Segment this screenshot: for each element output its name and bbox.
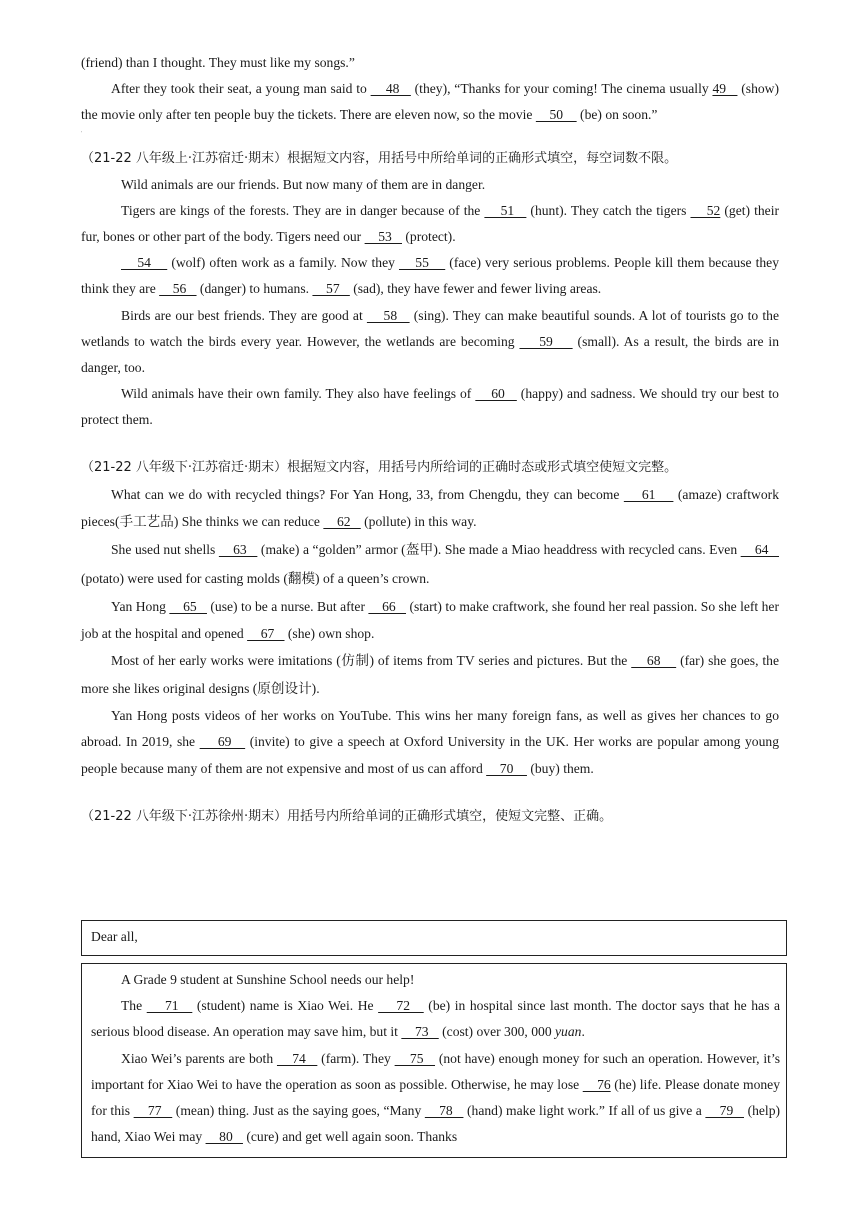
section3-header: （21-22 八年级下·江苏徐州·期末）用括号内所给单词的正确形式填空，使短文完整、正确。 [81,809,613,825]
letter-body-box [81,963,787,1158]
text: (danger) to humans. [196,281,313,297]
blank-59[interactable]: 59 [519,333,573,349]
text: Xiao Wei’s parents are both [121,1050,277,1066]
text: (make) a “golden” armor (盔甲). She made a Miao headdress with recycled cans. Even [257,541,741,557]
text: (amaze) craftwork pieces(手工艺品) She thinks we can reduce [81,486,779,529]
text: (face) very serious problems. People kill them because they think they are [81,255,779,297]
text: (protect). [402,229,456,245]
blank-54[interactable]: 54 [121,255,168,271]
section2-p5 [81,703,779,783]
blank-68[interactable]: 68 [631,652,677,668]
blank-55[interactable]: 55 [398,255,446,271]
text: (buy) them. [526,760,594,776]
text: (small). As a result, the birds are in danger, too. [81,333,779,376]
section2-header: （21-22 八年级下·江苏宿迁·期末）根据短文内容，用括号内所给词的正确时态或形式填空使短文完整。 [81,459,678,475]
section3-p2 [91,993,780,1045]
blank-71[interactable]: 71 [146,998,193,1014]
text: (pollute) in this way. [360,513,477,529]
blank-75[interactable]: 75 [394,1050,436,1066]
section2-p1 [81,481,779,535]
blank-63[interactable]: 63 [218,541,258,557]
section1-p5 [81,381,779,433]
text: (she) own shop. [284,625,375,641]
text: Wild animals have their own family. They also have feelings of [121,386,476,402]
blank-70[interactable]: 70 [486,760,527,776]
blank-60[interactable]: 60 [475,386,517,402]
spacer [81,782,779,804]
blank-69[interactable]: 69 [199,734,246,750]
text: (cost) over 300, 000 [438,1024,556,1040]
document-body [81,50,779,830]
text: (invite) to give a speech at Oxford University in the UK. Her works are popular among young people because many of them are not expensive and most of us can afford [81,734,779,776]
section1-p3 [81,250,779,302]
text: (help) hand, Xiao Wei may [91,1103,781,1145]
text: (happy) and sadness. We should try our best to protect them. [81,386,779,428]
blank-51[interactable]: 51 [484,202,527,218]
blank-61[interactable]: 61 [623,486,674,502]
letter-greeting: Dear all, [91,929,138,944]
text: (mean) thing. Just as the saying goes, “Many [172,1103,425,1119]
text: (not have) enough money for such an operation. However, it’s important for Xiao Wei to have the operation as soon as possible. Otherwise, he may lose [91,1050,781,1092]
text: (start) to make craftwork, she found her real passion. So she left her job at the hospital and opened [81,598,779,641]
section3-p3 [91,1046,780,1151]
text: Yan Hong [111,598,170,614]
section2-p4 [81,647,779,703]
text: (far) she goes, the more she likes original designs (原创设计). [81,652,779,696]
prev-passage-paragraph [81,76,779,128]
blank-67[interactable]: 67 [247,625,285,641]
section3-p1: A Grade 9 student at Sunshine School needs our help! [121,972,415,987]
mark-glyph: ' [81,130,83,137]
blank-79[interactable]: 79 [705,1103,744,1119]
section2-p2 [81,535,779,593]
text: (be) on soon.” [576,107,658,123]
text: (get) their fur, bones or other part of the body. Tigers need our [81,202,780,245]
text: (farm). They [317,1050,395,1066]
text: (show) the movie only after ten people buy the tickets. There are eleven now, so the movie [81,81,780,123]
blank-66[interactable]: 66 [368,598,407,614]
blank-49[interactable]: 49 [712,81,738,97]
text: Tigers are kings of the forests. They are in danger because of the [121,202,485,218]
blank-64[interactable]: 64 [740,541,779,557]
blank-56[interactable]: 56 [159,281,197,297]
blank-80[interactable]: 80 [205,1129,243,1145]
blank-77[interactable]: 77 [133,1103,173,1119]
text: (friend) than I thought. They must like my songs.” [81,55,355,70]
blank-48[interactable]: 48 [370,81,411,97]
text: (sing). They can make beautiful sounds. A lot of tourists go to the wetlands to watch the birds every year. However, the wetlands are becoming [81,307,779,349]
text: Yan Hong posts videos of her works on YouTube. This wins her many foreign fans, as well as gives her chances to go abroad. In 2019, she [81,707,779,750]
blank-76[interactable]: 76 [582,1076,611,1092]
blank-58[interactable]: 58 [366,307,410,323]
blank-78[interactable]: 78 [424,1103,464,1119]
blank-74[interactable]: 74 [276,1050,318,1066]
text: (he) life. Please donate money for this [91,1076,780,1119]
text: (potato) were used for casting molds (翻模) of a queen’s crown. [81,570,430,586]
text: (sad), they have fewer and fewer living areas. [349,281,602,297]
spacer [81,434,779,455]
text: (be) in hospital since last month. The doctor says that he has a serious blood disease. An operation may save him, but it [91,998,780,1040]
blank-50[interactable]: 50 [535,107,577,123]
text: Most of her early works were imitations (仿制) of items from TV series and pictures. But the [111,652,632,668]
text: Birds are our best friends. They are good at [121,307,367,323]
blank-62[interactable]: 62 [323,513,361,529]
section1-p1: Wild animals are our friends. But now many of them are in danger. [121,176,486,192]
section1-header: （21-22 八年级上·江苏宿迁·期末）根据短文内容，用括号中所给单词的正确形式填空，每空词数不限。 [81,150,678,166]
prev-passage-line [81,50,779,76]
blank-57[interactable]: 57 [312,281,350,297]
text: She used nut shells [111,541,219,557]
text: (student) name is Xiao Wei. He [192,998,379,1014]
text: (they), “Thanks for your coming! The cinema usually [410,81,713,97]
letter-body [91,967,780,1150]
section1-p4 [81,303,779,382]
blank-73[interactable]: 73 [401,1024,439,1040]
text: The [121,998,147,1014]
text: (hunt). They catch the tigers [526,202,691,218]
blank-72[interactable]: 72 [378,998,424,1014]
blank-53[interactable]: 53 [364,229,402,245]
section2-p3 [81,593,779,647]
letter-greeting-box [81,920,787,956]
stray-mark [81,129,779,146]
blank-65[interactable]: 65 [169,598,207,614]
section1-p2 [81,198,779,250]
text: yuan [555,1024,582,1040]
text: (wolf) often work as a family. Now they [167,255,399,271]
text: After they took their seat, a young man said to [111,81,371,97]
text: . [581,1024,585,1040]
text: (cure) and get well again soon. Thanks [242,1129,458,1145]
text: (use) to be a nurse. But after [206,598,369,614]
text: What can we do with recycled things? For Yan Hong, 33, from Chengdu, they can become [111,486,624,502]
text: (hand) make light work.” If all of us give a [463,1103,706,1119]
blank-52[interactable]: 52 [690,202,721,218]
